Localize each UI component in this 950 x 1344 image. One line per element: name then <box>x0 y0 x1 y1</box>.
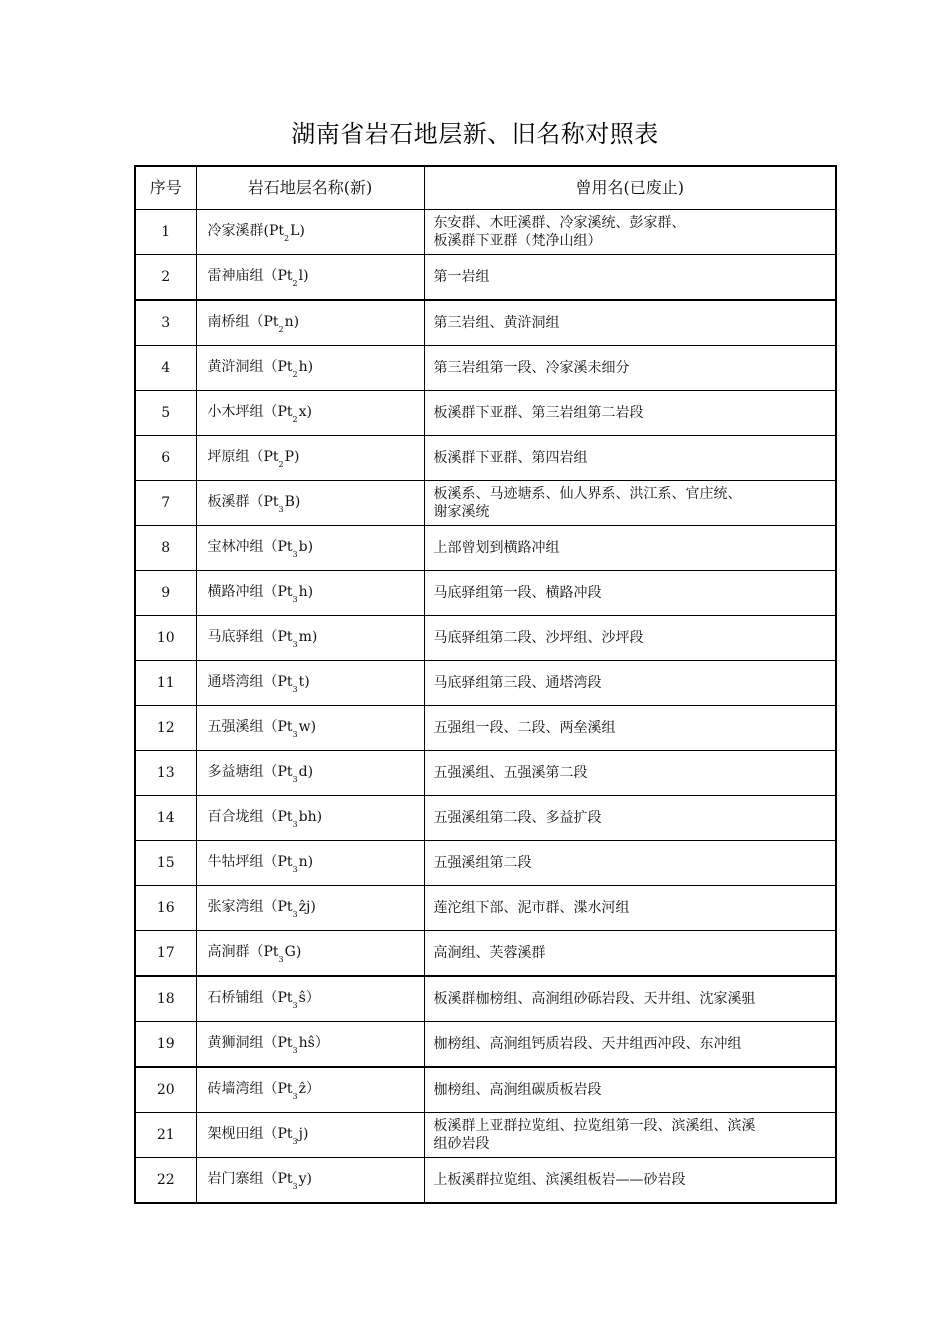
era-subscript: 3 <box>278 505 284 514</box>
era-subscript: 2 <box>278 460 284 469</box>
era-subscript: 3 <box>292 1001 298 1010</box>
row-number: 4 <box>135 346 196 391</box>
old-name-cell: 第一岩组 <box>424 255 836 301</box>
table-row <box>135 391 836 436</box>
table-row <box>135 841 836 886</box>
row-number: 11 <box>135 661 196 706</box>
new-name-text: 黄狮洞组（Pt <box>207 1035 293 1051</box>
row-number: 19 <box>135 1022 196 1068</box>
strata-code: d) <box>298 764 314 780</box>
table-row <box>135 526 836 571</box>
table-row <box>135 210 836 255</box>
new-name-cell <box>196 706 424 751</box>
strata-code: l) <box>298 268 309 284</box>
old-name-cell: 枷榜组、高涧组钙质岩段、天井组西冲段、东冲组 <box>424 1022 836 1068</box>
new-name-text: 板溪群（Pt <box>207 494 279 510</box>
table-row <box>135 1158 836 1204</box>
new-name-cell <box>196 796 424 841</box>
old-name-cell: 枷榜组、高涧组碳质板岩段 <box>424 1067 836 1113</box>
strata-code: P) <box>284 449 300 465</box>
row-number: 15 <box>135 841 196 886</box>
new-name-text: 横路冲组（Pt <box>207 584 293 600</box>
new-name-cell <box>196 346 424 391</box>
old-name-cell: 五强溪组第二段、多益扩段 <box>424 796 836 841</box>
new-name-cell <box>196 571 424 616</box>
era-subscript: 3 <box>292 910 298 919</box>
row-number: 8 <box>135 526 196 571</box>
strata-code: n) <box>298 854 314 870</box>
new-name-text: 坪原组（Pt <box>207 449 279 465</box>
row-number: 12 <box>135 706 196 751</box>
new-name-cell <box>196 526 424 571</box>
row-number: 6 <box>135 436 196 481</box>
new-name-text: 南桥组（Pt <box>207 314 279 330</box>
table-row <box>135 1022 836 1068</box>
new-name-cell <box>196 1113 424 1158</box>
new-name-text: 高涧群（Pt <box>207 944 279 960</box>
era-subscript: 3 <box>292 1046 298 1055</box>
new-name-text: 百合垅组（Pt <box>207 809 293 825</box>
old-name-cell: 五强溪组第二段 <box>424 841 836 886</box>
strata-code: m) <box>298 629 318 645</box>
old-name-cell: 板溪群下亚群、第四岩组 <box>424 436 836 481</box>
row-number: 7 <box>135 481 196 526</box>
new-name-cell <box>196 436 424 481</box>
header-old-name: 曾用名(已废止) <box>424 166 836 210</box>
strata-code: bh) <box>298 809 323 825</box>
strata-code: B) <box>284 494 301 510</box>
new-name-cell <box>196 751 424 796</box>
row-number: 2 <box>135 255 196 301</box>
row-number: 5 <box>135 391 196 436</box>
row-number: 17 <box>135 931 196 977</box>
strata-code: j) <box>298 1126 309 1142</box>
new-name-text: 牛牯坪组（Pt <box>207 854 293 870</box>
table-row <box>135 976 836 1022</box>
era-subscript: 2 <box>292 279 298 288</box>
old-name-cell: 第三岩组、黄浒洞组 <box>424 300 836 346</box>
era-subscript: 3 <box>292 595 298 604</box>
table-row <box>135 616 836 661</box>
new-name-text: 雷神庙组（Pt <box>207 268 293 284</box>
old-name-cell: 板溪群上亚群拉览组、拉览组第一段、滨溪组、滨溪 组砂岩段 <box>424 1113 836 1158</box>
new-name-cell <box>196 1067 424 1113</box>
new-name-cell <box>196 1158 424 1204</box>
table-header-row <box>135 166 836 210</box>
table-row <box>135 300 836 346</box>
era-subscript: 3 <box>292 685 298 694</box>
new-name-text: 马底驿组（Pt <box>207 629 293 645</box>
row-number: 18 <box>135 976 196 1022</box>
new-name-cell <box>196 1022 424 1068</box>
old-name-cell: 板溪系、马迹塘系、仙人界系、洪江系、官庄统、 谢家溪统 <box>424 481 836 526</box>
strata-code: ẑj) <box>298 899 316 915</box>
era-subscript: 3 <box>292 820 298 829</box>
strata-code: G) <box>284 944 302 960</box>
new-name-cell <box>196 255 424 301</box>
table-row <box>135 436 836 481</box>
era-subscript: 2 <box>284 234 290 243</box>
row-number: 16 <box>135 886 196 931</box>
table-row <box>135 346 836 391</box>
old-name-cell: 五强溪组、五强溪第二段 <box>424 751 836 796</box>
row-number: 1 <box>135 210 196 255</box>
new-name-text: 宝林冲组（Pt <box>207 539 293 555</box>
row-number: 9 <box>135 571 196 616</box>
table-row <box>135 931 836 977</box>
era-subscript: 3 <box>292 775 298 784</box>
strata-code: y) <box>298 1171 313 1187</box>
row-number: 22 <box>135 1158 196 1204</box>
table-row <box>135 886 836 931</box>
old-name-cell: 莲沱组下部、泥市群、渫水河组 <box>424 886 836 931</box>
new-name-cell <box>196 931 424 977</box>
new-name-cell <box>196 210 424 255</box>
new-name-cell <box>196 841 424 886</box>
era-subscript: 3 <box>292 1137 298 1146</box>
header-num: 序号 <box>135 166 196 210</box>
strata-code: ẑ） <box>298 1081 321 1097</box>
new-name-text: 冷家溪群(Pt <box>207 223 285 239</box>
old-name-cell: 上板溪群拉览组、滨溪组板岩——砂岩段 <box>424 1158 836 1204</box>
row-number: 14 <box>135 796 196 841</box>
new-name-cell <box>196 481 424 526</box>
table-body <box>135 210 836 1204</box>
new-name-cell <box>196 616 424 661</box>
strata-code: h) <box>298 584 314 600</box>
table-row <box>135 796 836 841</box>
old-name-cell: 板溪群下亚群、第三岩组第二岩段 <box>424 391 836 436</box>
old-name-cell: 马底驿组第三段、通塔湾段 <box>424 661 836 706</box>
era-subscript: 3 <box>278 955 284 964</box>
era-subscript: 2 <box>292 370 298 379</box>
new-name-cell <box>196 886 424 931</box>
new-name-cell <box>196 976 424 1022</box>
old-name-cell: 上部曾划到横路冲组 <box>424 526 836 571</box>
new-name-cell <box>196 300 424 346</box>
table-row <box>135 481 836 526</box>
strata-code: n) <box>284 314 300 330</box>
new-name-text: 五强溪组（Pt <box>207 719 293 735</box>
strata-code: ŝ） <box>298 990 320 1006</box>
new-name-text: 多益塘组（Pt <box>207 764 293 780</box>
strata-code: x) <box>298 404 312 420</box>
strata-code: w) <box>298 719 317 735</box>
new-name-text: 架枧田组（Pt <box>207 1126 293 1142</box>
new-name-text: 砖墙湾组（Pt <box>207 1081 293 1097</box>
era-subscript: 3 <box>292 640 298 649</box>
era-subscript: 3 <box>292 550 298 559</box>
old-name-cell: 五强组一段、二段、两垒溪组 <box>424 706 836 751</box>
table-row <box>135 661 836 706</box>
new-name-cell <box>196 391 424 436</box>
row-number: 13 <box>135 751 196 796</box>
era-subscript: 3 <box>292 1092 298 1101</box>
row-number: 20 <box>135 1067 196 1113</box>
table-row <box>135 1113 836 1158</box>
old-name-cell: 高涧组、芙蓉溪群 <box>424 931 836 977</box>
table-row <box>135 751 836 796</box>
era-subscript: 2 <box>292 415 298 424</box>
strata-code: b) <box>298 539 314 555</box>
era-subscript: 3 <box>292 730 298 739</box>
new-name-cell <box>196 661 424 706</box>
page-title: 湖南省岩石地层新、旧名称对照表 <box>291 120 659 148</box>
table-row <box>135 1067 836 1113</box>
row-number: 10 <box>135 616 196 661</box>
table-row <box>135 255 836 301</box>
new-name-text: 小木坪组（Pt <box>207 404 293 420</box>
era-subscript: 3 <box>292 1182 298 1191</box>
old-name-cell: 第三岩组第一段、冷家溪未细分 <box>424 346 836 391</box>
era-subscript: 3 <box>292 865 298 874</box>
old-name-cell: 东安群、木旺溪群、冷家溪统、彭家群、 板溪群下亚群（梵净山组） <box>424 210 836 255</box>
table-row <box>135 571 836 616</box>
table-row <box>135 706 836 751</box>
strata-code: L) <box>290 223 305 239</box>
new-name-text: 通塔湾组（Pt <box>207 674 293 690</box>
new-name-text: 黄浒洞组（Pt <box>207 359 293 375</box>
old-name-cell: 马底驿组第二段、沙坪组、沙坪段 <box>424 616 836 661</box>
strata-name-table <box>134 165 837 1204</box>
old-name-cell: 板溪群枷榜组、高涧组砂砾岩段、天井组、沈家溪驵 <box>424 976 836 1022</box>
new-name-text: 张家湾组（Pt <box>207 899 293 915</box>
strata-code: hŝ） <box>298 1035 329 1051</box>
new-name-text: 岩门寨组（Pt <box>207 1171 293 1187</box>
old-name-cell: 马底驿组第一段、横路冲段 <box>424 571 836 616</box>
era-subscript: 2 <box>278 325 284 334</box>
strata-code: t) <box>298 674 310 690</box>
strata-code: h) <box>298 359 314 375</box>
new-name-text: 石桥铺组（Pt <box>207 990 293 1006</box>
header-new-name: 岩石地层名称(新) <box>196 166 424 210</box>
row-number: 21 <box>135 1113 196 1158</box>
row-number: 3 <box>135 300 196 346</box>
